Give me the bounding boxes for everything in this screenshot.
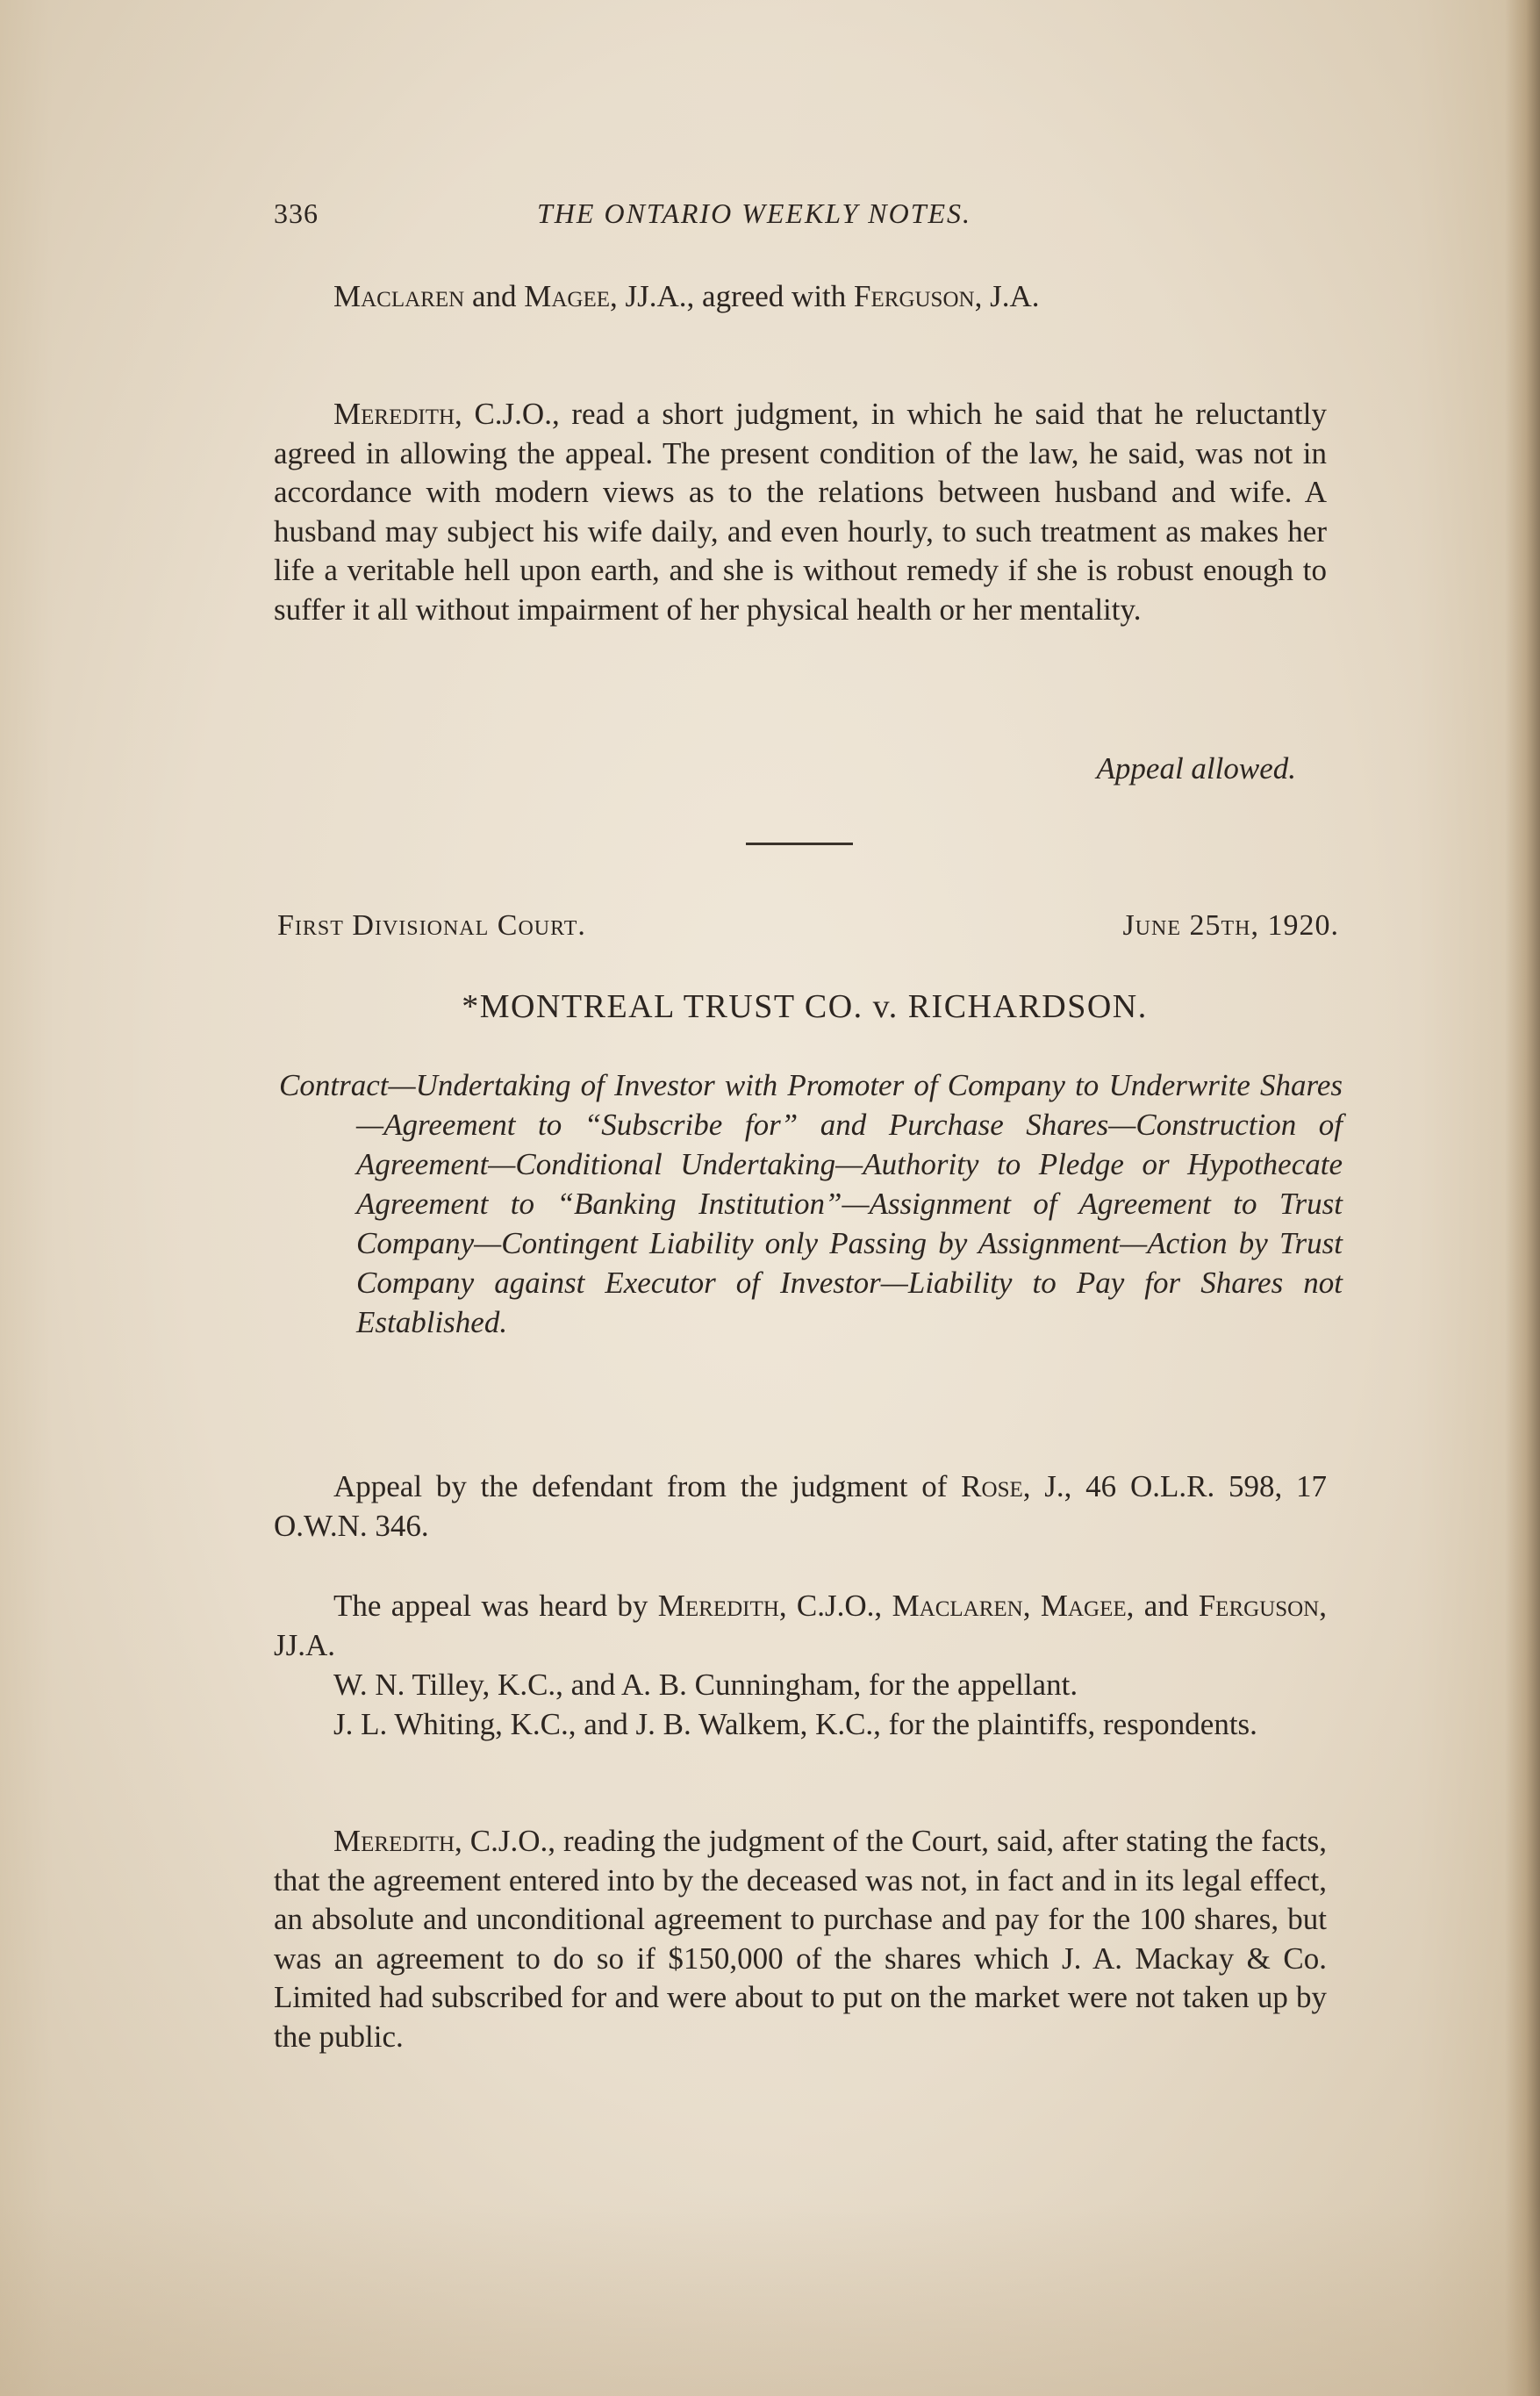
hearing-statement	[274, 1587, 1327, 1665]
judge-name: Magee	[524, 279, 611, 313]
counsel-appellant: W. N. Tilley, K.C., and A. B. Cunningham, for the appellant.	[333, 1668, 1078, 1702]
text-fragment: The appeal was heard by	[333, 1589, 658, 1623]
appeal-statement	[274, 1467, 1327, 1546]
text-fragment: Appeal by the defendant from the judgment of	[333, 1469, 962, 1503]
judge-name: Ferguson	[854, 279, 975, 313]
judge-name: Magee	[1040, 1589, 1127, 1623]
judgment-text: , C.J.O., reading the judgment of the Court, said, after stating the facts, that the agreement entered into by the deceased was not, in fact and in its legal effect, an absolute and unconditional agreement to purchase and pay for the 100 shares, but was an agreement to do so if $150,000 of the shares which J. A. Mackay & Co. Limited had subscribed for and were about to put on the market were not taken up by the public.	[274, 1824, 1327, 2054]
decision-date: June 25th, 1920.	[1122, 909, 1339, 942]
book-spine-shadow	[1505, 0, 1540, 2396]
text-fragment: ,	[1022, 1589, 1041, 1623]
judge-name: Maclaren	[333, 279, 465, 313]
text-fragment: , J.A.	[974, 279, 1040, 313]
section-divider	[746, 843, 853, 845]
counsel-respondents: J. L. Whiting, K.C., and J. B. Walkem, K.C., for the plaintiffs, respondents.	[333, 1707, 1257, 1741]
judgment-text: , C.J.O., read a short judgment, in which he said that he reluctantly agreed in allowing the appeal. The present condition of the law, he said, was not in accordance with modern views as to the relations between husband and wife. A husband may subject his wife daily, and even hourly, to such treatment as makes her life a veritable hell upon earth, and she is without remedy if she is robust enough to suffer it all without impairment of her physical health or her mentality.	[274, 397, 1327, 627]
text-fragment: and	[464, 279, 525, 313]
text-fragment: , JJ.A.	[274, 1589, 1327, 1662]
judge-name: Rose	[961, 1469, 1023, 1503]
running-header	[274, 197, 1064, 230]
prev-case-concurrence	[274, 277, 1327, 317]
text-fragment: , JJ.A., agreed with	[610, 279, 855, 313]
judge-name: Meredith	[657, 1589, 779, 1623]
judge-name: Meredith	[333, 397, 455, 431]
appeal-result: Appeal allowed.	[1096, 751, 1296, 786]
court-name: First Divisional Court.	[277, 909, 586, 942]
text-fragment: , C.J.O.,	[778, 1589, 892, 1623]
case-title: *MONTREAL TRUST CO. v. RICHARDSON.	[462, 988, 1148, 1025]
case-headnote: Contract—Undertaking of Investor with Promoter of Company to Underwrite Shares—Agreement to “Subscribe for” and Purchase Shares—Construction of Agreement—Conditional Undertaking—Authority to Pledge or Hypothecate Agreement to “Banking Institution”—Assignment of Agreement to Trust Company—Contingent Liability only Passing by Assignment—Action by Trust Company against Executor of Investor—Liability to Pay for Shares not Established.	[279, 1068, 1343, 1339]
page-bottom-shade	[0, 2203, 1540, 2396]
text-fragment: , and	[1126, 1589, 1199, 1623]
page-number: 336	[274, 197, 319, 229]
judge-name: Maclaren	[892, 1589, 1023, 1623]
running-title: THE ONTARIO WEEKLY NOTES.	[537, 197, 972, 229]
court-date-line	[277, 909, 1339, 943]
prev-case-judgment	[274, 395, 1327, 629]
judge-name: Ferguson	[1198, 1589, 1320, 1623]
text-fragment: , J., 46 O.L.R. 598, 17 O.W.N. 346.	[274, 1469, 1327, 1543]
court-judgment	[274, 1822, 1327, 2056]
judge-name: Meredith	[333, 1824, 455, 1858]
